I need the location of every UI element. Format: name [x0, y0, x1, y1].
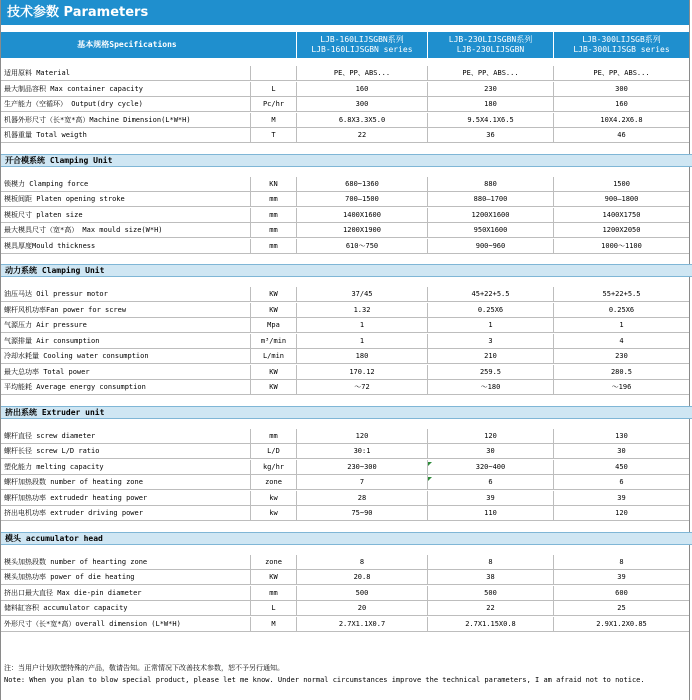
row-label: 模头加热功率 power of die heating [4, 573, 135, 581]
table-row [1, 429, 689, 444]
row-value-model-1: 28 [296, 491, 427, 505]
row-value-model-3: 300 [553, 82, 689, 96]
row-label: 最大总功率 Total power [4, 368, 90, 376]
row-unit: mm [250, 239, 296, 253]
model-2-line-1: LJB-230LIJSGBN系列 [448, 35, 533, 44]
row-unit: mm [250, 223, 296, 237]
table-row [1, 601, 689, 616]
row-value-model-1: 20 [296, 601, 427, 615]
row-label: 螺杆加热功率 extrudedr heating power [4, 494, 148, 502]
row-value-model-3: 900—1800 [553, 192, 689, 206]
row-value-model-1: 30:1 [296, 444, 427, 458]
row-value-model-2: 39 [427, 491, 553, 505]
row-value-model-1: 700—1500 [296, 192, 427, 206]
row-label: 塑化能力 melting capacity [4, 463, 104, 471]
row-unit: KW [250, 365, 296, 379]
table-row [1, 444, 689, 459]
row-unit: mm [250, 192, 296, 206]
row-value-model-1: 170.12 [296, 365, 427, 379]
row-label: 模具厚度Mould thickness [4, 242, 96, 250]
row-unit: T [250, 128, 296, 142]
row-unit: Mpa [250, 318, 296, 332]
model-3-line-1: LJB-300LIJSGB系列 [582, 35, 661, 44]
section-header: 模头 accumulator head [1, 532, 692, 545]
table-row [1, 334, 689, 349]
row-value-model-2: 230 [427, 82, 553, 96]
row-value-model-3: 25 [553, 601, 689, 615]
row-value-model-3: 450 [553, 460, 689, 474]
row-value-model-2: 210 [427, 349, 553, 363]
row-label: 螺杆直径 screw diameter [4, 432, 96, 440]
row-unit: m³/min [250, 334, 296, 348]
row-value-model-1: 7 [296, 475, 427, 489]
row-value-model-3: 30 [553, 444, 689, 458]
row-value-model-3: 4 [553, 334, 689, 348]
row-value-model-2: 110 [427, 506, 553, 520]
note-chinese: 注：当用户计划吹塑特殊的产品，敬请告知。正常情况下改善技术参数，恕不予另行通知。 [4, 664, 284, 672]
row-unit: Pc/hr [250, 97, 296, 111]
row-value-model-1: 6.8X3.3X5.0 [296, 113, 427, 127]
row-value-model-3: 39 [553, 570, 689, 584]
cell-comment-marker [428, 477, 432, 481]
row-value-model-2: 900~960 [427, 239, 553, 253]
table-row [1, 177, 689, 192]
table-row [1, 365, 689, 380]
spec-header-row [1, 32, 689, 58]
section-header: 开合模系统 Clamping Unit [1, 154, 692, 167]
row-value-model-2: 45+22+5.5 [427, 287, 553, 301]
row-value-model-2: 880 [427, 177, 553, 191]
row-unit: M [250, 113, 296, 127]
row-value-model-3: 1 [553, 318, 689, 332]
table-row [1, 349, 689, 364]
row-unit: zone [250, 555, 296, 569]
table-row [1, 208, 689, 223]
row-unit: KN [250, 177, 296, 191]
row-value-model-2: ～180 [427, 380, 553, 394]
row-unit: kw [250, 491, 296, 505]
row-value-model-3: 39 [553, 491, 689, 505]
row-label: 模板间距 Platen opening stroke [4, 195, 125, 203]
model-header-1 [296, 32, 427, 58]
row-value-model-2: 1200X1600 [427, 208, 553, 222]
model-2-line-2: LJB-230LIJSGBN [456, 45, 525, 54]
table-row [1, 570, 689, 585]
row-value-model-3: 1200X2050 [553, 223, 689, 237]
row-value-model-1: 8 [296, 555, 427, 569]
row-value-model-3: 0.25X6 [553, 303, 689, 317]
row-value-model-1: 230~300 [296, 460, 427, 474]
row-value-model-2: 500 [427, 586, 553, 600]
row-value-model-2: 36 [427, 128, 553, 142]
row-unit: L/D [250, 444, 296, 458]
row-value-model-1: 300 [296, 97, 427, 111]
section-header: 动力系统 Clamping Unit [1, 264, 692, 277]
row-value-model-1: 160 [296, 82, 427, 96]
row-value-model-2: 120 [427, 429, 553, 443]
sheet-title: 技术参数 Parameters [1, 0, 689, 25]
row-value-model-3: 8 [553, 555, 689, 569]
model-header-2 [427, 32, 553, 58]
row-label: 外形尺寸（长*宽*高）overall dimension (L*W*H) [4, 620, 181, 628]
row-label: 生产能力（空循环） Output(dry cycle) [4, 100, 143, 108]
row-value-model-2: 1 [427, 318, 553, 332]
row-value-model-3: PE、PP、ABS... [553, 66, 689, 80]
row-label: 冷却水耗量 Cooling water consumption [4, 352, 149, 360]
row-unit: zone [250, 475, 296, 489]
table-row [1, 113, 689, 128]
table-row [1, 82, 689, 97]
row-value-model-1: 1200X1900 [296, 223, 427, 237]
row-value-model-1: 680~1360 [296, 177, 427, 191]
row-value-model-1: 180 [296, 349, 427, 363]
table-row [1, 239, 689, 254]
row-unit [250, 66, 296, 80]
row-value-model-3: 130 [553, 429, 689, 443]
table-row [1, 66, 689, 81]
row-unit: mm [250, 429, 296, 443]
model-header-3 [553, 32, 689, 58]
row-value-model-1: 1.32 [296, 303, 427, 317]
cell-comment-marker [428, 462, 432, 466]
table-row [1, 617, 689, 632]
row-unit: kg/hr [250, 460, 296, 474]
row-unit: kw [250, 506, 296, 520]
row-value-model-2: 9.5X4.1X6.5 [427, 113, 553, 127]
row-value-model-1: 120 [296, 429, 427, 443]
row-value-model-1: 500 [296, 586, 427, 600]
row-label: 模头加热段数 number of hearting zone [4, 558, 148, 566]
row-label: 锁模力 Clamping force [4, 180, 89, 188]
row-unit: mm [250, 586, 296, 600]
row-value-model-2: 8 [427, 555, 553, 569]
table-row [1, 97, 689, 112]
row-value-model-2: 259.5 [427, 365, 553, 379]
table-row [1, 318, 689, 333]
row-value-model-3: 55+22+5.5 [553, 287, 689, 301]
row-label: 适用原料 Material [4, 69, 70, 77]
row-value-model-1: 1400X1600 [296, 208, 427, 222]
row-value-model-2: PE、PP、ABS... [427, 66, 553, 80]
row-label: 机器重量 Total weigth [4, 131, 87, 139]
row-unit: M [250, 617, 296, 631]
row-label: 气源压力 Air pressure [4, 321, 87, 329]
row-label: 螺杆风机功率Fan power for screw [4, 306, 127, 314]
table-row [1, 303, 689, 318]
row-value-model-2: 880—1700 [427, 192, 553, 206]
row-value-model-3: 2.9X1.2X0.85 [553, 617, 689, 631]
row-label: 螺杆长径 screw L/D ratio [4, 447, 100, 455]
row-value-model-2: 180 [427, 97, 553, 111]
row-label: 机器外形尺寸（长*宽*高）Machine Dimension(L*W*H) [4, 116, 191, 124]
row-value-model-2: 6 [427, 475, 553, 489]
row-value-model-3: 600 [553, 586, 689, 600]
table-row [1, 128, 689, 143]
row-label: 螺杆加热段数 number of heating zone [4, 478, 143, 486]
table-row [1, 287, 689, 302]
row-value-model-2: 0.25X6 [427, 303, 553, 317]
model-1-line-1: LJB-160LIJSGBN系列 [320, 35, 404, 44]
row-value-model-1: 610～750 [296, 239, 427, 253]
row-value-model-3: 230 [553, 349, 689, 363]
table-row [1, 380, 689, 395]
row-label: 挤出口最大直径 Max die-pin diameter [4, 589, 142, 597]
row-value-model-2: 38 [427, 570, 553, 584]
model-3-line-2: LJB-300LIJSGB series [573, 45, 670, 54]
row-value-model-1: 75~90 [296, 506, 427, 520]
spec-header-label: 基本规格Specifications [77, 40, 177, 49]
table-row [1, 192, 689, 207]
row-value-model-3: 1400X1750 [553, 208, 689, 222]
row-unit: L [250, 82, 296, 96]
note-english: Note: When you plan to blow special product, please let me know. Under normal circumstances improve the technical parameters, I am afraid not to notice. [4, 676, 645, 684]
row-value-model-3: 280.5 [553, 365, 689, 379]
row-value-model-3: 1500 [553, 177, 689, 191]
row-value-model-3: ～196 [553, 380, 689, 394]
row-label: 气源排量 Air consumption [4, 337, 100, 345]
row-label: 平均能耗 Average energy consumption [4, 383, 146, 391]
row-value-model-1: 1 [296, 334, 427, 348]
row-label: 最大制品容积 Max container capacity [4, 85, 143, 93]
row-unit: L [250, 601, 296, 615]
row-value-model-1: 1 [296, 318, 427, 332]
row-value-model-2: 320~400 [427, 460, 553, 474]
row-value-model-3: 46 [553, 128, 689, 142]
table-row [1, 555, 689, 570]
row-value-model-1: 37/45 [296, 287, 427, 301]
row-value-model-2: 22 [427, 601, 553, 615]
row-unit: KW [250, 303, 296, 317]
table-row [1, 460, 689, 475]
row-label: 挤出电机功率 extruder driving power [4, 509, 143, 517]
row-label: 油压马达 Oil pressur motor [4, 290, 108, 298]
row-value-model-1: 2.7X1.1X0.7 [296, 617, 427, 631]
row-value-model-1: 20.8 [296, 570, 427, 584]
row-value-model-3: 160 [553, 97, 689, 111]
table-row [1, 223, 689, 238]
table-row [1, 475, 689, 490]
model-1-line-2: LJB-160LIJSGBN series [311, 45, 413, 54]
row-value-model-3: 120 [553, 506, 689, 520]
row-value-model-2: 950X1600 [427, 223, 553, 237]
row-value-model-1: ～72 [296, 380, 427, 394]
row-value-model-2: 2.7X1.15X0.8 [427, 617, 553, 631]
row-label: 模板尺寸 platen size [4, 211, 83, 219]
table-row [1, 506, 689, 521]
table-row [1, 586, 689, 601]
row-unit: KW [250, 380, 296, 394]
row-label: 储料缸容积 accumulator capacity [4, 604, 128, 612]
row-value-model-2: 3 [427, 334, 553, 348]
row-unit: KW [250, 570, 296, 584]
row-value-model-1: 22 [296, 128, 427, 142]
row-value-model-3: 1000～1100 [553, 239, 689, 253]
row-value-model-3: 6 [553, 475, 689, 489]
row-value-model-2: 30 [427, 444, 553, 458]
row-unit: L/min [250, 349, 296, 363]
row-unit: mm [250, 208, 296, 222]
row-unit: KW [250, 287, 296, 301]
row-value-model-1: PE、PP、ABS... [296, 66, 427, 80]
table-row [1, 491, 689, 506]
row-label: 最大模具尺寸（宽*高） Max mould size(W*H) [4, 226, 163, 234]
section-header: 挤出系统 Extruder unit [1, 406, 692, 419]
row-value-model-3: 10X4.2X6.8 [553, 113, 689, 127]
